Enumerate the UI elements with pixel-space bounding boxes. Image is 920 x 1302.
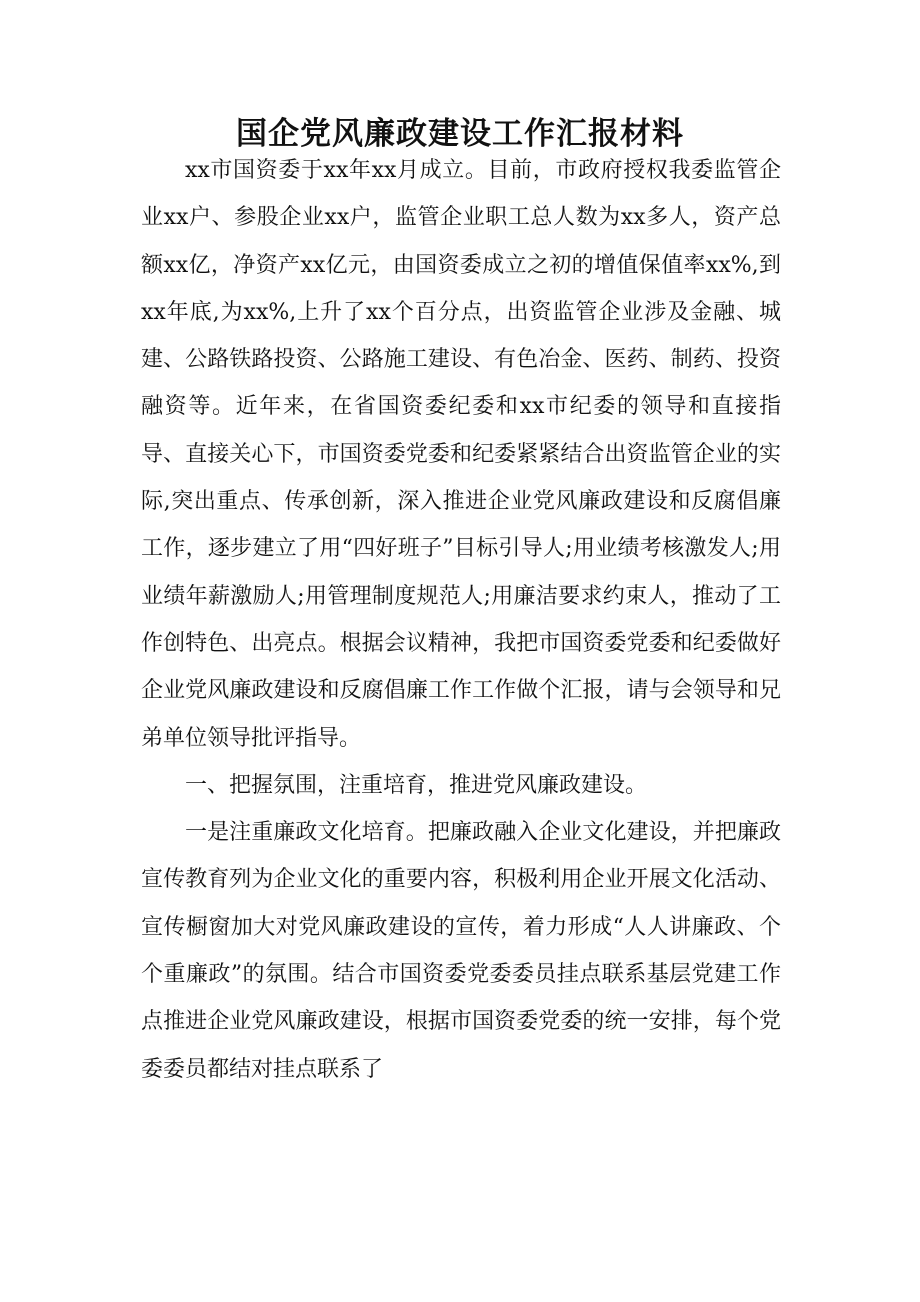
document-body	[141, 147, 781, 1093]
paragraph-culture: 一是注重廉政文化培育。把廉政融入企业文化建设，并把廉政宣传教育列为企业文化的重要内容，积极利用企业开展文化活动、宣传橱窗加大对党风廉政建设的宣传，着力形成“人人讲廉政、个个重廉政”的氛围。结合市国资委党委委员挂点联系基层党建工作点推进企业党风廉政建设，根据市国资委党委的统一安排，每个党委委员都结对挂点联系了	[141, 820, 781, 1082]
document-title: 国企党风廉政建设工作汇报材料	[236, 116, 684, 152]
paragraph-section-heading: 一、把握氛围，注重培育，推进党风廉政建设。	[185, 772, 648, 798]
paragraph-intro: xx市国资委于xx年xx月成立。目前，市政府授权我委监管企业xx户、参股企业xx户，监管企业职工总人数为xx多人，资产总额xx亿，净资产xx亿元，由国资委成立之初的增值保值率xx%,到xx年底,为xx%,上升了xx个百分点，出资监管企业涉及金融、城建、公路铁路投资、公路施工建设、有色冶金、医药、制药、投资融资等。近年来，在省国资委纪委和xx市纪委的领导和直接指导、直接关心下，市国资委党委和纪委紧紧结合出资监管企业的实际,突出重点、传承创新，深入推进企业党风廉政建设和反腐倡廉工作，逐步建立了用“四好班子”目标引导人;用业绩考核激发人;用业绩年薪激励人;用管理制度规范人;用廉洁要求约束人，推动了工作创特色、出亮点。根据会议精神，我把市国资委党委和纪委做好企业党风廉政建设和反腐倡廉工作工作做个汇报，请与会领导和兄弟单位领导批评指导。	[141, 158, 781, 751]
